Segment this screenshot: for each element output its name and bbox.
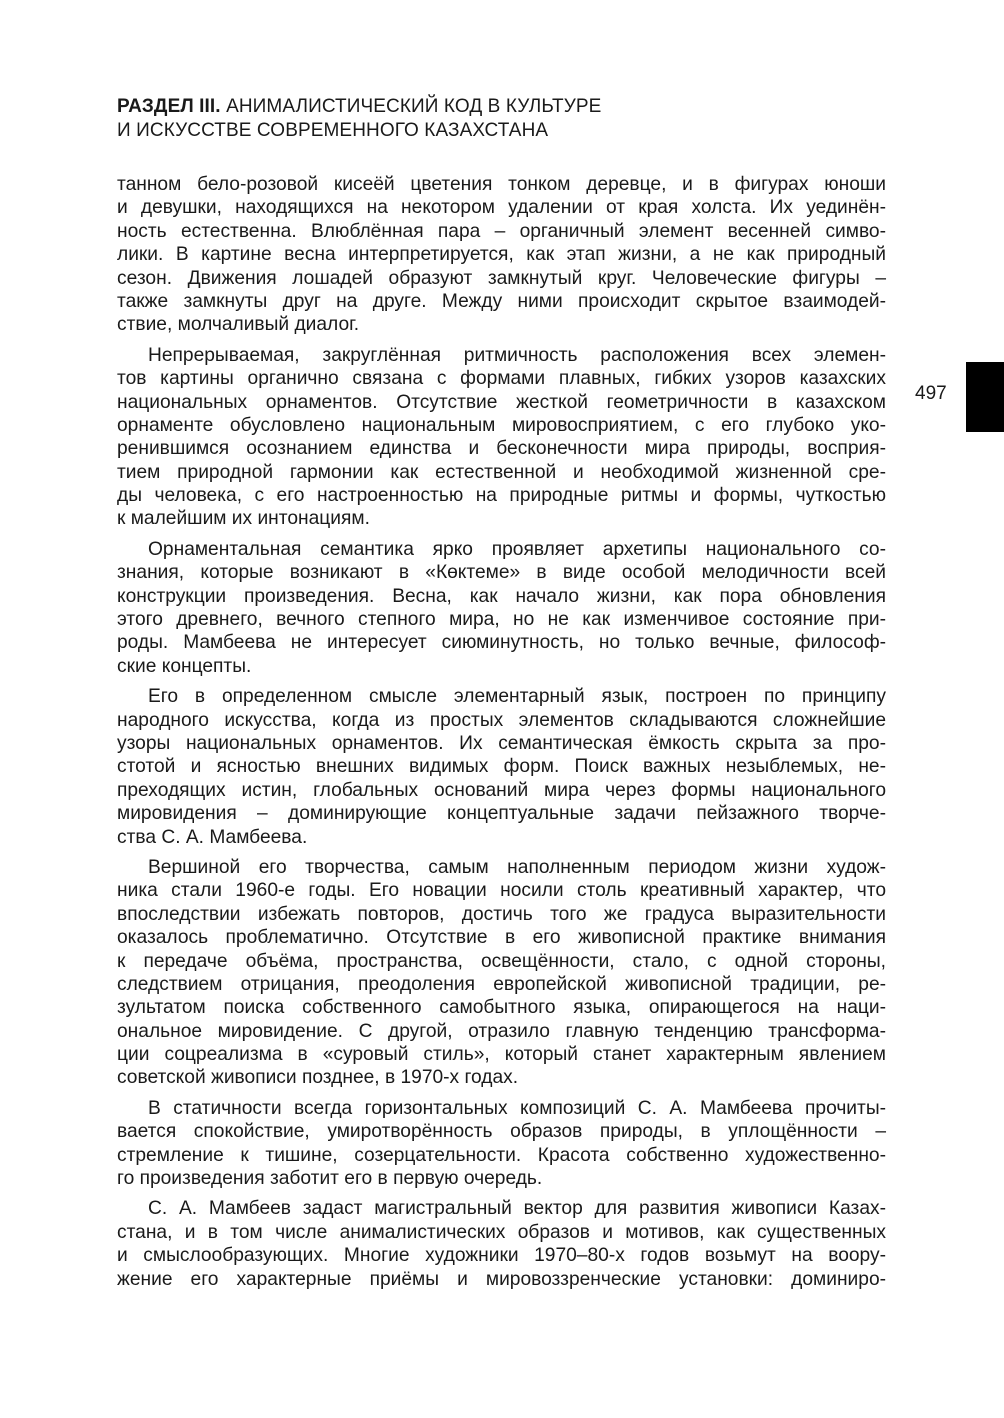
text-line: также замкнуты друг на друге. Между ними происходит скрытое взаимодей- — [117, 290, 886, 312]
text-line: знания, которые возникают в «Көктеме» в виде особой мелодичности всей — [117, 562, 886, 584]
text-line: стремление к тишине, созерцательности. Красота собственно художественно- — [117, 1144, 886, 1166]
text-line: орнаменте обусловлено национальным мировосприятием, с его глубоко уко- — [117, 414, 886, 436]
text-line: и девушки, находящихся на некотором удалении от края холста. Их уединён- — [117, 197, 886, 219]
text-line: национальных орнаментов. Отсутствие жесткой геометричности в казахском — [117, 391, 886, 413]
text-line: Орнаментальная семантика ярко проявляет архетипы национального со- — [148, 538, 886, 560]
text-line: ренившимся осознанием единства и бесконечности мира природы, восприя- — [117, 438, 886, 460]
text-line: стана, и в том числе анималистических образов и мотивов, как существенных — [117, 1221, 886, 1243]
text-line: ства С. А. Мамбеева. — [117, 826, 308, 848]
header-line-1 — [117, 95, 817, 119]
text-line: В статичности всегда горизонтальных композиций С. А. Мамбеева прочиты- — [148, 1097, 886, 1119]
header-line-2: И ИСКУССТВЕ СОВРЕМЕННОГО КАЗАХСТАНА — [117, 120, 549, 141]
paragraph — [117, 538, 886, 678]
text-line: ции соцреализма в «суровый стиль», который станет характерным явлением — [117, 1044, 886, 1066]
paragraph — [117, 1197, 886, 1291]
paragraph — [117, 685, 886, 849]
text-line: Вершиной его творчества, самым наполненным периодом жизни худож- — [148, 856, 886, 878]
text-line: впоследствии избежать повторов, достичь того же градуса выразительности — [117, 903, 886, 925]
paragraph — [117, 1097, 886, 1191]
text-line: го произведения заботит его в первую очередь. — [117, 1168, 543, 1190]
text-line: следствием отрицания, преодоления европейской живописной традиции, ре- — [117, 973, 886, 995]
text-line: тием природной гармонии как естественной и необходимой жизненной сре- — [117, 461, 886, 483]
text-line: Его в определенном смысле элементарный язык, построен по принципу — [148, 686, 886, 708]
paragraph — [117, 173, 886, 337]
text-line: сезон. Движения лошадей образуют замкнутый круг. Человеческие фигуры – — [117, 267, 886, 289]
text-line: ника стали 1960-е годы. Его новации носили столь креативный характер, что — [117, 880, 886, 902]
text-line: народного искусства, когда из простых элементов складываются сложнейшие — [117, 709, 886, 731]
paragraph — [117, 856, 886, 1090]
text-line: к передаче объёма, пространства, освещённости, стало, с одной стороны, — [117, 950, 886, 972]
text-line: оказалось проблематично. Отсутствие в его живописной практике внимания — [117, 927, 886, 949]
text-line: танном бело-розовой кисеёй цветения тонком деревце, и в фигурах юноши — [117, 174, 886, 195]
header-title: АНИМАЛИСТИЧЕСКИЙ КОД В КУЛЬТУРЕ — [226, 96, 602, 117]
paragraph — [117, 344, 886, 531]
text-line: лики. В картине весна интерпретируется, как этап жизни, а не как природный — [117, 244, 886, 266]
text-line: ность естественна. Влюблённая пара – органичный элемент весенней симво- — [117, 220, 886, 242]
chapter-thumb-tab — [966, 362, 1004, 432]
text-line: и смыслообразующих. Многие художники 1970–80-х годов возьмут на воору- — [117, 1245, 886, 1267]
text-line: тов картины органично связана с формами плавных, гибких узоров казахских — [117, 368, 886, 390]
page-number: 497 — [915, 383, 947, 404]
text-line: мировидения – доминирующие концептуальные задачи пейзажного творче- — [117, 803, 886, 825]
text-line: ональное мировидение. С другой, отразило главную тенденцию трансформа- — [117, 1020, 886, 1042]
text-line: советской живописи позднее, в 1970-х годах. — [117, 1067, 519, 1089]
text-line: ствие, молчаливый диалог. — [117, 314, 360, 336]
body-text — [117, 173, 886, 1298]
text-line: зультатом поиска собственного самобытного языка, опирающегося на наци- — [117, 997, 886, 1019]
text-line: конструкции произведения. Весна, как начало жизни, как пора обновления — [117, 585, 886, 607]
text-line: этого древнего, вечного степного мира, но не как изменчивое состояние при- — [117, 609, 886, 631]
text-line: узоры национальных орнаментов. Их семантическая ёмкость скрыта за про- — [117, 732, 886, 754]
text-line: роды. Мамбеева не интересует сиюминутность, но только вечные, философ- — [117, 632, 886, 654]
text-line: стотой и ясностью внешних видимых форм. Поиск важных незыблемых, не- — [117, 756, 886, 778]
text-line: С. А. Мамбеев задаст магистральный вектор для развития живописи Казах- — [148, 1198, 886, 1220]
text-line: к малейшим их интонациям. — [117, 508, 370, 530]
running-header — [117, 95, 817, 143]
text-line: преходящих истин, глобальных оснований мира через формы национального — [117, 779, 886, 801]
text-line: ды человека, с его настроенностью на природные ритмы и формы, чуткостью — [117, 485, 886, 507]
text-line: Непрерываемая, закруглённая ритмичность расположения всех элемен- — [148, 344, 886, 366]
text-line: жение его характерные приёмы и мировоззренческие установки: доминиро- — [117, 1268, 886, 1290]
section-label: РАЗДЕЛ III. — [117, 96, 221, 117]
text-line: вается спокойствие, умиротворённость образов природы, в уплощённости – — [117, 1121, 886, 1143]
text-line: ские концепты. — [117, 655, 252, 677]
